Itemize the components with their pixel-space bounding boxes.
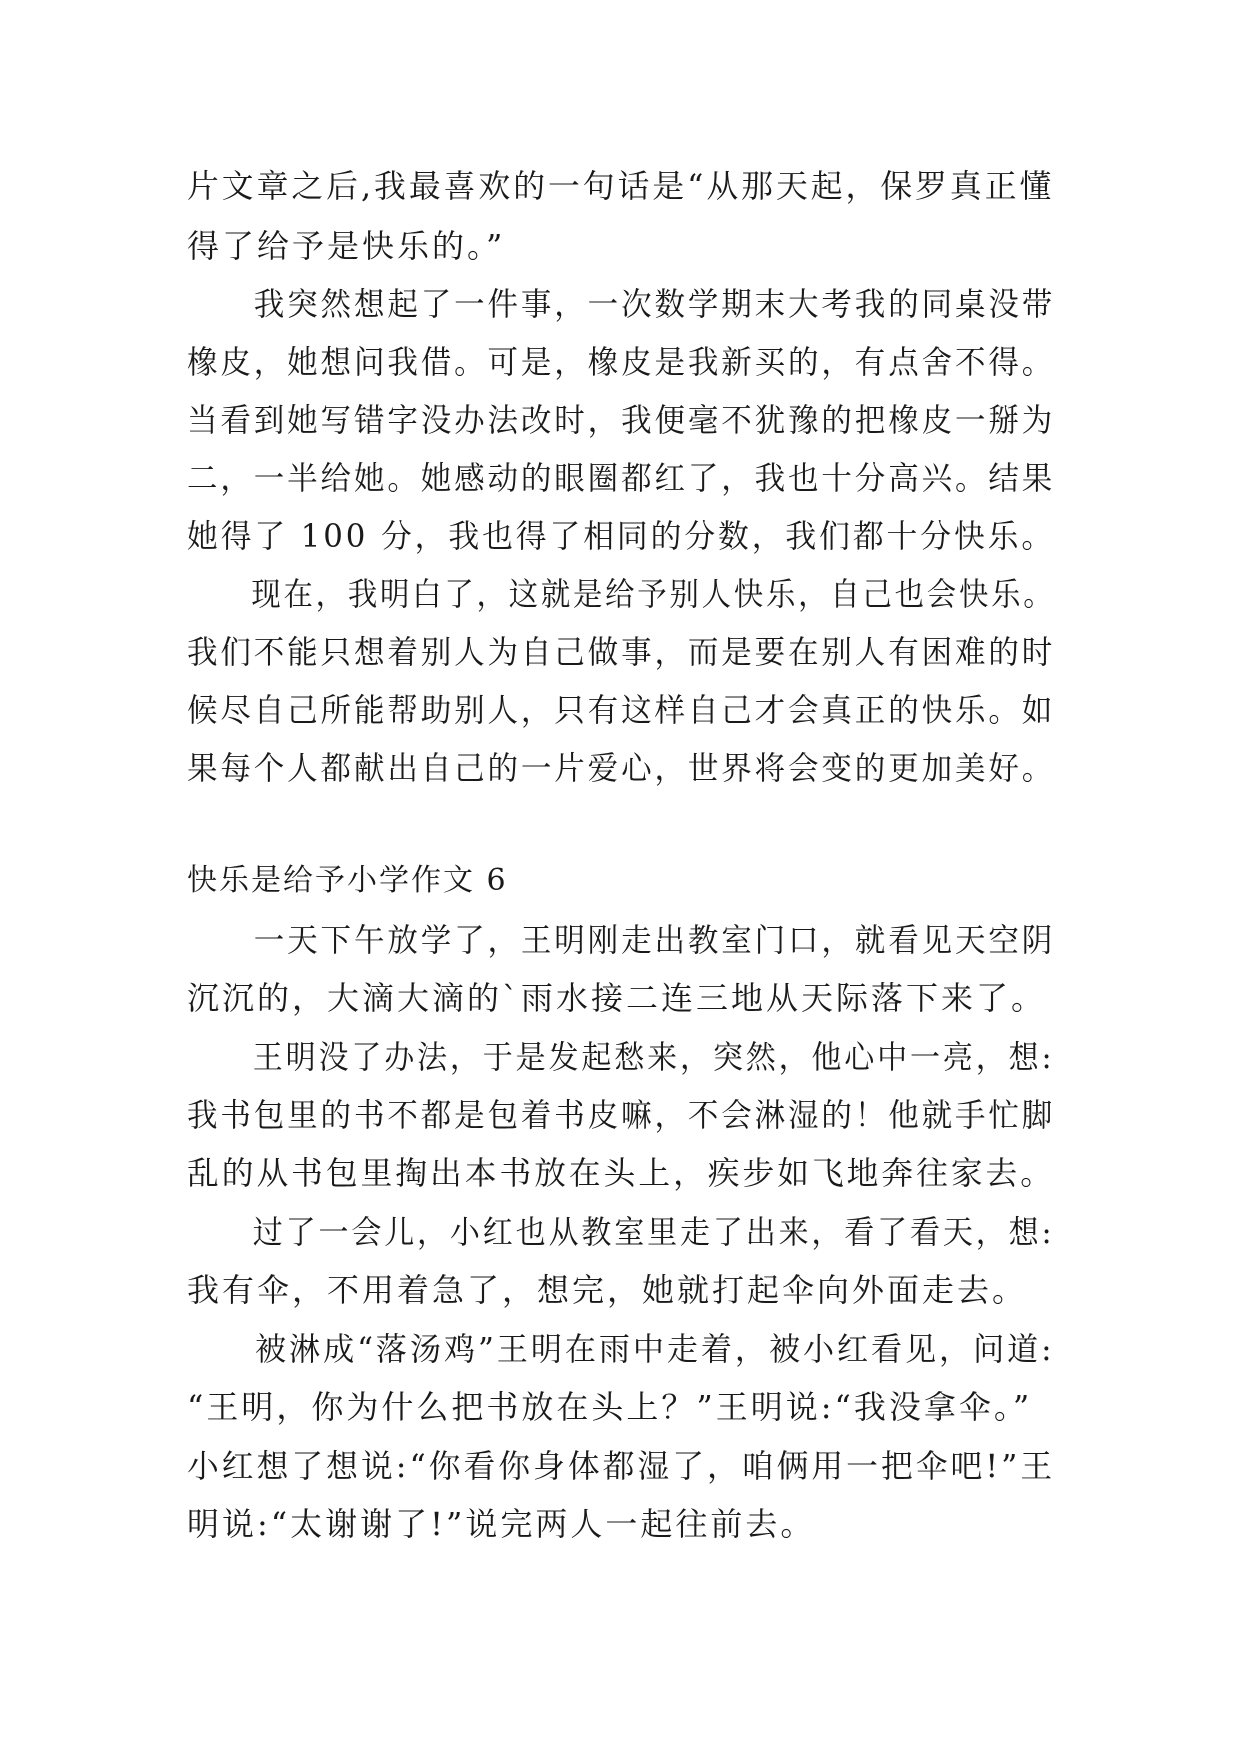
text-line: 沉沉的，大滴大滴的`雨水接二连三地从天际落下来了。 (187, 979, 1047, 1017)
text-line: 小红想了想说:“你看你身体都湿了，咱俩用一把伞吧!”王 (187, 1447, 1056, 1485)
text-line: 一天下午放学了，王明刚走出教室门口，就看见天空阴 (187, 921, 1056, 959)
text-line: 过了一会儿，小红也从教室里走了出来，看了看天，想: (187, 1213, 1055, 1251)
text-line: 得了给予是快乐的。” (187, 227, 506, 265)
text-line: 我书包里的书不都是包着书皮嘛，不会淋湿的！他就手忙脚 (187, 1096, 1056, 1134)
text-line: 橡皮，她想问我借。可是，橡皮是我新买的，有点舍不得。 (187, 343, 1056, 381)
text-line: 王明没了办法，于是发起愁来，突然，他心中一亮，想: (187, 1038, 1055, 1076)
text-line: 我们不能只想着别人为自己做事，而是要在别人有困难的时 (187, 633, 1056, 671)
text-line: 二，一半给她。她感动的眼圈都红了，我也十分高兴。结果 (187, 459, 1056, 497)
text-line: 乱的从书包里掏出本书放在头上，疾步如飞地奔往家去。 (187, 1154, 1056, 1192)
text-line: 被淋成“落汤鸡”王明在雨中走着，被小红看见，问道: (187, 1330, 1055, 1368)
text-line: “王明，你为什么把书放在头上？”王明说:“我没拿伞。” (187, 1388, 1033, 1426)
section-title: 快乐是给予小学作文 6 (187, 863, 508, 898)
text-line: 明说:“太谢谢了!”说完两人一起往前去。 (187, 1505, 816, 1543)
text-line: 候尽自己所能帮助别人，只有这样自己才会真正的快乐。如 (187, 691, 1056, 729)
text-line: 我突然想起了一件事，一次数学期末大考我的同桌没带 (187, 285, 1056, 323)
text-line: 当看到她写错字没办法改时，我便毫不犹豫的把橡皮一掰为 (187, 401, 1056, 439)
text-line: 果每个人都献出自己的一片爱心，世界将会变的更加美好。 (187, 749, 1056, 787)
text-line: 她得了 100 分，我也得了相同的分数，我们都十分快乐。 (187, 517, 1056, 555)
text-line: 我有伞，不用着急了，想完，她就打起伞向外面走去。 (187, 1271, 1028, 1309)
text-line: 现在，我明白了，这就是给予别人快乐，自己也会快乐。 (187, 575, 1056, 613)
text-line: 片文章之后,我最喜欢的一句话是“从那天起，保罗真正懂 (187, 167, 1055, 205)
